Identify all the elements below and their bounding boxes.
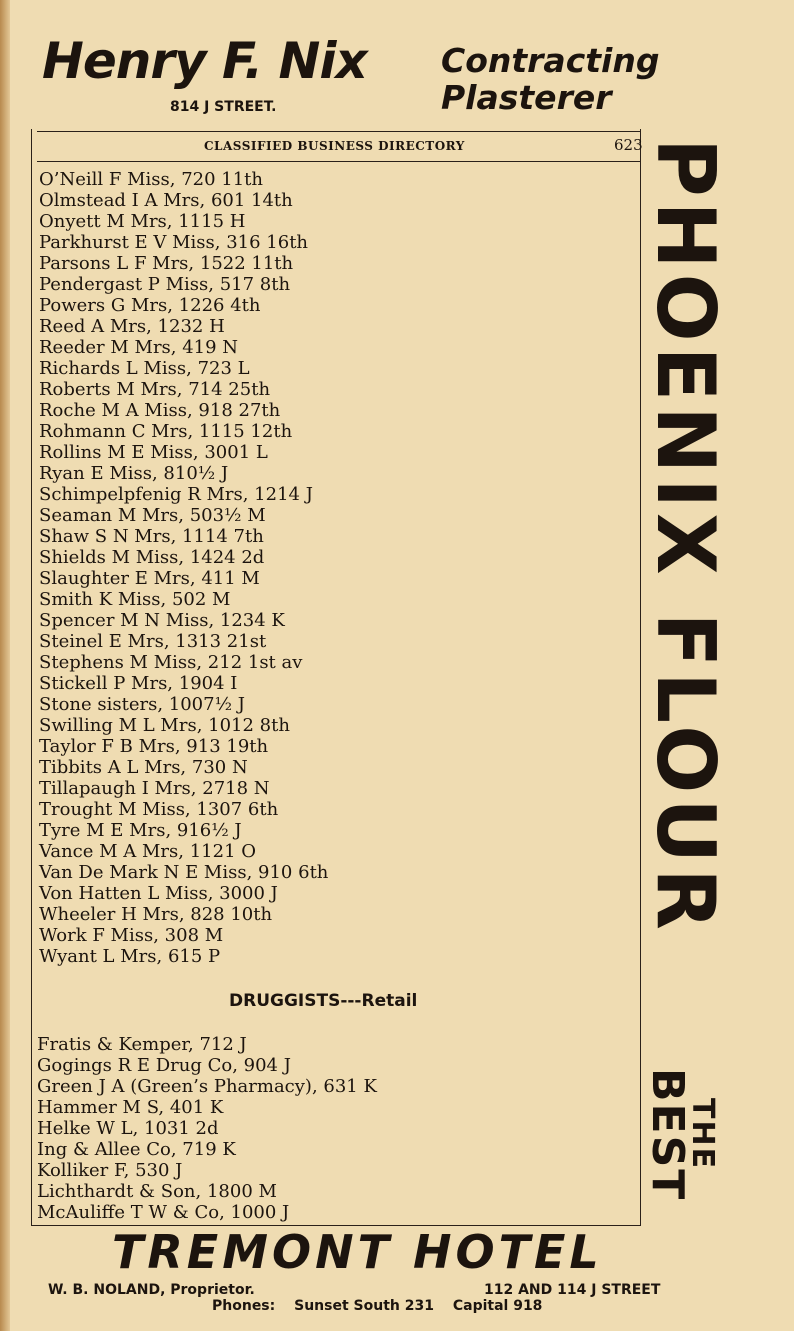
directory-entry: Slaughter E Mrs, 411 M	[39, 568, 260, 589]
directory-entry: Spencer M N Miss, 1234 K	[39, 610, 285, 631]
directory-entry: Tillapaugh I Mrs, 2718 N	[39, 778, 270, 799]
advertiser-trade-line1: Contracting	[441, 41, 660, 80]
druggist-entry: Helke W L, 1031 2d	[37, 1118, 219, 1139]
directory-list	[39, 169, 328, 967]
hotel-phones	[212, 1298, 556, 1314]
directory-entry: Ryan E Miss, 810½ J	[39, 463, 229, 484]
directory-entry: Smith K Miss, 502 M	[39, 589, 231, 610]
druggist-entry: McAuliffe T W & Co, 1000 J	[37, 1202, 290, 1223]
phone-sunset: Sunset South 231	[294, 1298, 434, 1314]
directory-entry: Tibbits A L Mrs, 730 N	[39, 757, 248, 778]
directory-entry: Swilling M L Mrs, 1012 8th	[39, 715, 290, 736]
directory-entry: Rohmann C Mrs, 1115 12th	[39, 421, 293, 442]
directory-entry: Steinel E Mrs, 1313 21st	[39, 631, 267, 652]
druggist-entry: Lichthardt & Son, 1800 M	[37, 1181, 277, 1202]
directory-entry: Parsons L F Mrs, 1522 11th	[39, 253, 294, 274]
header-rule	[37, 161, 640, 162]
directory-entry: Van De Mark N E Miss, 910 6th	[39, 862, 329, 883]
phone-capital: Capital 918	[452, 1298, 543, 1314]
druggist-entry: Gogings R E Drug Co, 904 J	[37, 1055, 291, 1076]
druggist-entry: Green J A (Green’s Pharmacy), 631 K	[37, 1076, 377, 1097]
directory-entry: Parkhurst E V Miss, 316 16th	[39, 232, 309, 253]
directory-entry: Taylor F B Mrs, 913 19th	[39, 736, 269, 757]
directory-entry: Stephens M Miss, 212 1st av	[39, 652, 303, 673]
book-spine-edge	[0, 0, 10, 1331]
directory-entry: Shaw S N Mrs, 1114 7th	[39, 526, 264, 547]
directory-entry: Rollins M E Miss, 3001 L	[39, 442, 268, 463]
phoenix-flour-text: PHOENIX FLOUR	[639, 138, 732, 935]
directory-entry: Richards L Miss, 723 L	[39, 358, 250, 379]
druggist-entry: Fratis & Kemper, 712 J	[37, 1034, 247, 1055]
best-text: BEST	[642, 1068, 693, 1202]
druggist-entry: Kolliker F, 530 J	[37, 1160, 183, 1181]
directory-entry: Olmstead I A Mrs, 601 14th	[39, 190, 293, 211]
directory-entry: Von Hatten L Miss, 3000 J	[39, 883, 278, 904]
druggist-entry: Ing & Allee Co, 719 K	[37, 1139, 236, 1160]
hotel-address: 112 AND 114 J STREET	[484, 1282, 661, 1298]
directory-entry: Wyant L Mrs, 615 P	[39, 946, 221, 967]
directory-entry: Pendergast P Miss, 517 8th	[39, 274, 291, 295]
directory-entry: Roberts M Mrs, 714 25th	[39, 379, 271, 400]
directory-entry: Shields M Miss, 1424 2d	[39, 547, 265, 568]
directory-entry: Reed A Mrs, 1232 H	[39, 316, 225, 337]
directory-entry: Seaman M Mrs, 503½ M	[39, 505, 266, 526]
directory-entry: Onyett M Mrs, 1115 H	[39, 211, 246, 232]
directory-entry: Trought M Miss, 1307 6th	[39, 799, 279, 820]
directory-entry: Schimpelpfenig R Mrs, 1214 J	[39, 484, 313, 505]
directory-entry: Stickell P Mrs, 1904 I	[39, 673, 238, 694]
druggist-entry: Hammer M S, 401 K	[37, 1097, 224, 1118]
directory-entry: Reeder M Mrs, 419 N	[39, 337, 239, 358]
running-head: CLASSIFIED BUSINESS DIRECTORY	[204, 139, 465, 153]
phones-label: Phones:	[212, 1298, 276, 1314]
advertiser-street: 814 J STREET.	[170, 99, 277, 115]
hotel-name: TREMONT HOTEL	[112, 1225, 603, 1279]
directory-entry: Tyre M E Mrs, 916½ J	[39, 820, 242, 841]
directory-entry: Work F Miss, 308 M	[39, 925, 224, 946]
directory-entry: Stone sisters, 1007½ J	[39, 694, 245, 715]
directory-entry: Wheeler H Mrs, 828 10th	[39, 904, 273, 925]
directory-entry: Powers G Mrs, 1226 4th	[39, 295, 261, 316]
hotel-proprietor: W. B. NOLAND, Proprietor.	[48, 1282, 255, 1298]
the-text: THE	[685, 1098, 720, 1171]
directory-entry: O’Neill F Miss, 720 11th	[39, 169, 263, 190]
directory-entry: Roche M A Miss, 918 27th	[39, 400, 281, 421]
section-heading: DRUGGISTS---Retail	[229, 991, 418, 1011]
frame-top-rule	[37, 131, 640, 132]
advertiser-trade-line2: Plasterer	[441, 78, 612, 117]
advertiser-name: Henry F. Nix	[42, 32, 367, 90]
page-number: 623	[614, 136, 643, 154]
directory-entry: Vance M A Mrs, 1121 O	[39, 841, 257, 862]
druggists-list	[37, 1034, 377, 1223]
advertiser-trade	[441, 42, 659, 116]
